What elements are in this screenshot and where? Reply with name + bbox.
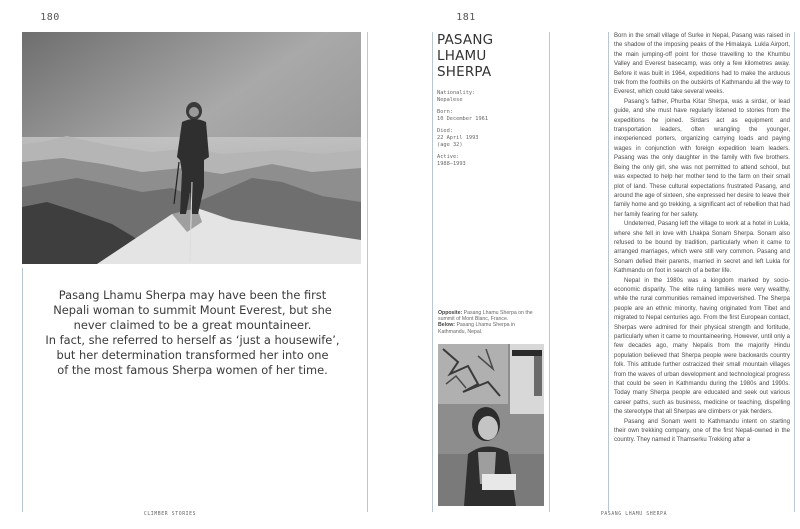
body-paragraph: Pasang’s father, Phurba Kitar Sherpa, was a sirdar, or lead guide, and she must have regularly listened to stories from the expeditions he joined. Sirdars act as equipment and transportation leaders, often wrangling the younger, inexperienced porters, organizing carrying loads and paying wages in conjunction with foreign expedition team leaders. Pasang was the only daughter in the family with five brothers. Being the only girl, she was not permitted to attend school, but was expected to help her mother tend to the farm on their small plot of land. These cultural expectations frustrated Pasang, and around the age of sixteen, she expressed her desire to leave their family home and go trekking, a significant act of rebellion that had her family fearing for her safety. [614,98,790,218]
fact-died [437,128,547,148]
fact-label: Born: [437,109,453,116]
page-number-left: 180 [40,12,60,23]
summit-photo [22,32,361,264]
footer-section-title: CLIMBER STORIES [143,512,197,517]
body-paragraph: Pasang and Sonam went to Kathmandu intent on starting their own trekking company, one of the first Nepali-owned in the country. They named it Thamserku Trekking after a [614,418,790,444]
fact-value: 10 December 1961 [437,115,489,122]
body-paragraph: Nepal in the 1980s was a kingdom marked by socio-economic disparity. The elite ruling families were very wealthy, while the rural communities remained impoverished. The Sherpa people are an ethnic minority, having originated from Tibet and migrated to Nepal centuries ago. From the first European contact, Sherpas were admired for their physical strength and fortitude, particularly when it came to mountaineering. However, until only a few decades ago, many Nepalis from the majority Hindu population believed that Sherpa people were backwards country folk. This attitude further ostracized their small mountain villages from the waves of urban development and technological progress that could be seen in Kathmandu during the 1980s and 1990s. Today many Sherpa people are educated and seek out various career paths, such as business, medicine or teaching, dispelling the stereotype that all Sherpas are climbers or yak herders. [614,277,790,416]
fact-value: 22 April 1993 [437,134,479,141]
photo-caption [438,310,544,335]
pull-quote-line: Pasang Lhamu Sherpa may have been the first [58,288,327,302]
caption-label-below: Below: [438,322,456,329]
fact-label: Active: [437,154,460,161]
pull-quote-line: Nepali woman to summit Mount Everest, but she [53,303,332,317]
profile-title [437,32,547,80]
fact-value: (age 32) [437,141,463,148]
pull-quote-line: never claimed to be a great mountaineer. [73,318,312,332]
footer-chapter-title: PASANG LHAMU SHERPA [600,512,668,517]
fact-value: 1988–1993 [437,160,466,167]
pull-quote-line: but her determination transformed her into one [56,348,329,362]
column-rule [608,32,609,512]
column-rule [794,32,795,512]
body-paragraph: Undeterred, Pasang left the village to work at a hotel in Lukla, where she fell in love with Lhakpa Sonam Sherpa. Sonam also refused to be bound by tradition, particularly when it came to arranged marriages, which were still very common. Pasang and Sonam defied their parents, married in secret and left Lukla for Kathmandu on foot in search of a better life. [614,221,790,275]
profile-title-line: SHERPA [437,64,492,80]
portrait-photo [438,344,544,506]
caption-label-opposite: Opposite: [438,310,463,316]
fact-born [437,109,547,122]
fact-active [437,154,547,167]
fact-value: Nepalese [437,96,463,103]
fact-label: Nationality: [437,90,476,96]
column-rule [432,32,433,512]
column-rule [367,32,368,512]
body-paragraph: Born in the small village of Surke in Nepal, Pasang was raised in the shadow of the imposing peaks of the Himalaya. Lukla Airport, the main jumping-off point for those travelling to the Khumbu Valley and Everest basecamp, was only a few kilometres away. Before it was built in 1964, expeditions had to make the arduous trek from the foothills on the outskirts of Kathmandu all the way to Everest, which could take several weeks. [614,33,790,96]
page-number-right: 181 [456,12,476,23]
caption-text-below: Pasang Lhamu Sherpa in Kathmandu, Nepal. [438,322,516,335]
pull-quote-line: In fact, she referred to herself as ‘just a housewife’, [45,333,340,347]
pull-quote-line: of the most famous Sherpa women of her time. [57,363,328,377]
column-rule [22,268,23,512]
profile-sidebar [437,32,547,173]
profile-title-line: PASANG LHAMU [437,32,494,64]
column-rule [549,32,550,512]
pull-quote [30,288,355,378]
photo-portrait-icon [438,344,544,506]
photo-summit-icon [22,32,361,264]
article-body [614,32,790,446]
fact-label: Died: [437,128,453,135]
caption-text-opposite: Pasang Lhamu Sherpa on the summit of Mont Blanc, France. [438,310,533,323]
fact-nationality [437,90,547,103]
